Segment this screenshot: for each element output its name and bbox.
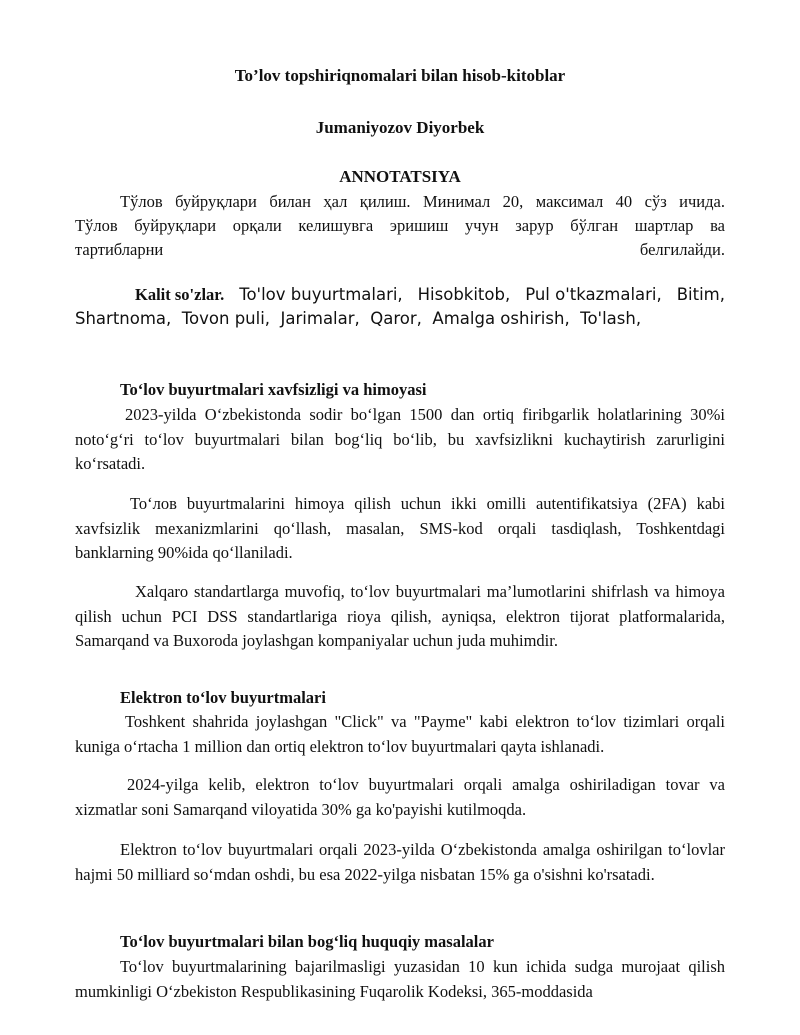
section-paragraph: To‘lov buyurtmalarining bajarilmasligi yuzasidan 10 kun ichida sudga murojaat qilish mumkinligi O‘zbekiston Respublikasining Fuqarolik Kodeksi, 365-moddasida — [75, 957, 725, 1001]
keywords-line: Shartnoma, Tovon puli, Jarimalar, Qaror, Amalga oshirish, To'lash, — [75, 309, 642, 328]
author-name: Jumaniyozov Diyorbek — [315, 118, 485, 137]
section-paragraph: Xalqaro standartlarga muvofiq, to‘lov buyurtmalari ma’lumotlarini shifrlash va himoya qilish uchun PCI DSS standartlariga rioya qilish, ayniqsa, elektron tijorat platformalarida, Samarqand va Buxoroda joylashgan kompaniyalar uchun juda muhimdir. — [75, 582, 725, 650]
keywords-label: Kalit so'zlar. — [135, 285, 225, 304]
section-heading: Elektron to‘lov buyurtmalari — [120, 688, 326, 707]
annotation-line: Тўлов буйруқлари билан ҳал қилиш. Минимал 20, максимал 40 сўз ичида. — [120, 192, 725, 211]
section-heading: To‘lov buyurtmalari bilan bog‘liq huquqiy masalalar — [120, 932, 494, 951]
section-paragraph: Toshkent shahrida joylashgan "Click" va "Payme" kabi elektron to‘lov tizimlari orqali kuniga o‘rtacha 1 million dan ortiq elektron to‘lov buyurtmalari qayta ishlanadi. — [75, 712, 725, 756]
annotation-line-left: тартибларни — [75, 240, 164, 259]
keyword: Pul o'tkazmalari, — [525, 285, 662, 304]
annotation-line: Тўлов буйруқлари орқали келишувга эришиш учун зарур бўлган шартлар ва — [75, 216, 725, 235]
annotation-heading: ANNOTATSIYA — [339, 167, 461, 186]
section-paragraph: 2023-yilda O‘zbekistonda sodir bo‘lgan 1500 dan ortiq firibgarlik holatlarining 30%i noto‘g‘ri to‘lov buyurtmalari bilan bog‘liq bo‘lib, bu xavfsizlikni kuchaytirish zarurligini ko‘rsatadi. — [75, 405, 725, 473]
section-paragraph: To‘лов buyurtmalarini himoya qilish uchun ikki omilli autentifikatsiya (2FA) kabi xavfsizlik mexanizmlarini qo‘llash, masalan, SMS-kod orqali tasdiqlash, Toshkentdagi banklarning 90%ida qo‘llaniladi. — [75, 494, 725, 562]
annotation-paragraph — [75, 190, 725, 262]
section-paragraph: Elektron to‘lov buyurtmalari orqali 2023-yilda O‘zbekistonda amalga oshirilgan to‘lovlar hajmi 50 milliard so‘mdan oshdi, bu esa 2022-yilga nisbatan 15% ga o'sishni ko'rsatadi. — [75, 840, 725, 884]
keywords-line — [75, 283, 725, 307]
annotation-line-right: белгилайди. — [639, 240, 725, 259]
keyword: To'lov buyurtmalari, — [239, 285, 403, 304]
section-heading: To‘lov buyurtmalari xavfsizligi va himoyasi — [120, 380, 427, 399]
keyword: Bitim, — [676, 285, 725, 304]
document-title: To’lov topshiriqnomalari bilan hisob-kitoblar — [234, 66, 566, 85]
keywords-paragraph — [75, 283, 725, 331]
annotation-line — [75, 238, 725, 262]
section-paragraph: 2024-yilga kelib, elektron to‘lov buyurtmalari orqali amalga oshiriladigan tovar va xizmatlar soni Samarqand viloyatida 30% ga ko'payishi kutilmoqda. — [75, 775, 725, 819]
keyword: Hisobkitob, — [417, 285, 511, 304]
